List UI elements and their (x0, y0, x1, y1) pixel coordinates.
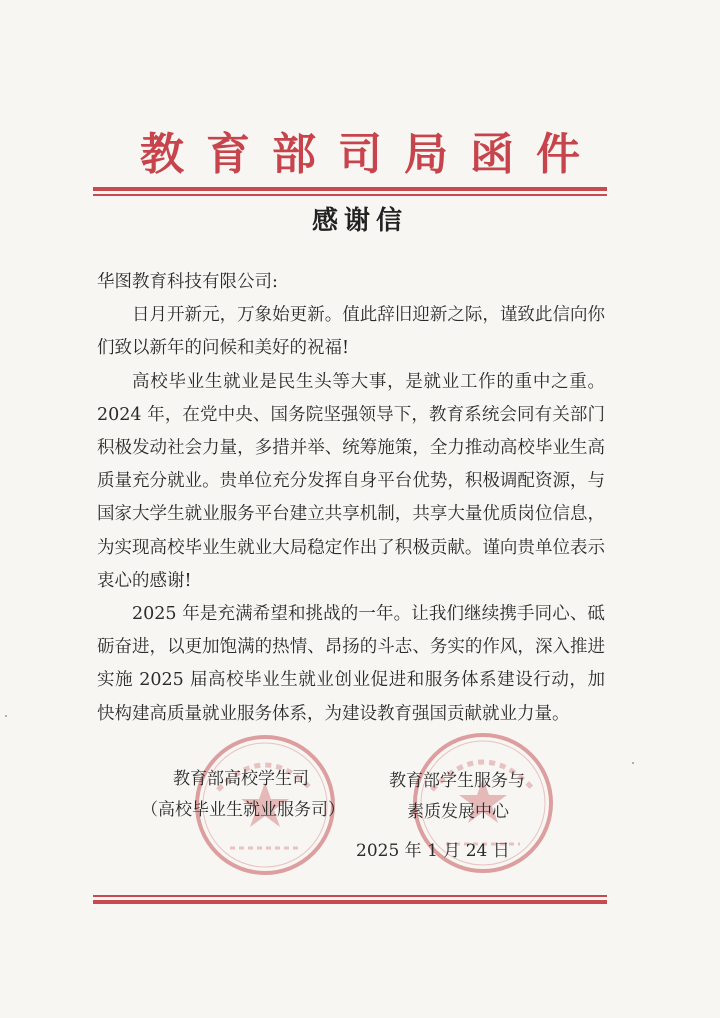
paragraph-thanks: 高校毕业生就业是民生头等大事，是就业工作的重中之重。2024 年，在党中央、国务院坚强领导下，教育系统会同有关部门积极发动社会力量，多措并举、统筹施策，全力推动高校毕业生高质量充分就业。贵单位充分发挥自身平台优势，积极调配资源，与国家大学生就业服务平台建立共享机制，共享大量优质岗位信息，为实现高校毕业生就业大局稳定作出了积极贡献。谨向贵单位表示衷心的感谢! (97, 371, 605, 591)
scan-speck (5, 715, 7, 717)
scan-speck (632, 762, 634, 764)
signature-left-line1: 教育部高校学生司 (173, 769, 309, 789)
letter-title: 感谢信 (311, 206, 408, 236)
signature-right-line1: 教育部学生服务与 (389, 771, 525, 791)
letterhead-title: 教育部司局函件 (140, 129, 602, 180)
letterhead-rule-thick (93, 187, 607, 191)
footer-rule-thin (93, 895, 607, 897)
paragraph-greeting: 日月开新元，万象始更新。值此辞旧迎新之际，谨致此信向你们致以新年的问候和美好的祝福! (97, 305, 605, 359)
salutation: 华图教育科技有限公司: (97, 272, 278, 292)
paragraph-outlook: 2025 年是充满希望和挑战的一年。让我们继续携手同心、砥砺奋进，以更加饱满的热情、昂扬的斗志、务实的作风，深入推进实施 2025 届高校毕业生就业创业促进和服务体系建设行动，加快构建高质量就业服务体系，为建设教育强国贡献就业力量。 (97, 604, 605, 724)
letter-body (97, 266, 605, 731)
signature-right-line2: 素质发展中心 (407, 802, 509, 822)
signature-left-line2: （高校毕业生就业服务司） (141, 800, 345, 820)
letter-date: 2025 年 1 月 24 日 (356, 841, 510, 861)
footer-rule-thick (93, 900, 607, 904)
letterhead-rule-thin (93, 194, 607, 196)
